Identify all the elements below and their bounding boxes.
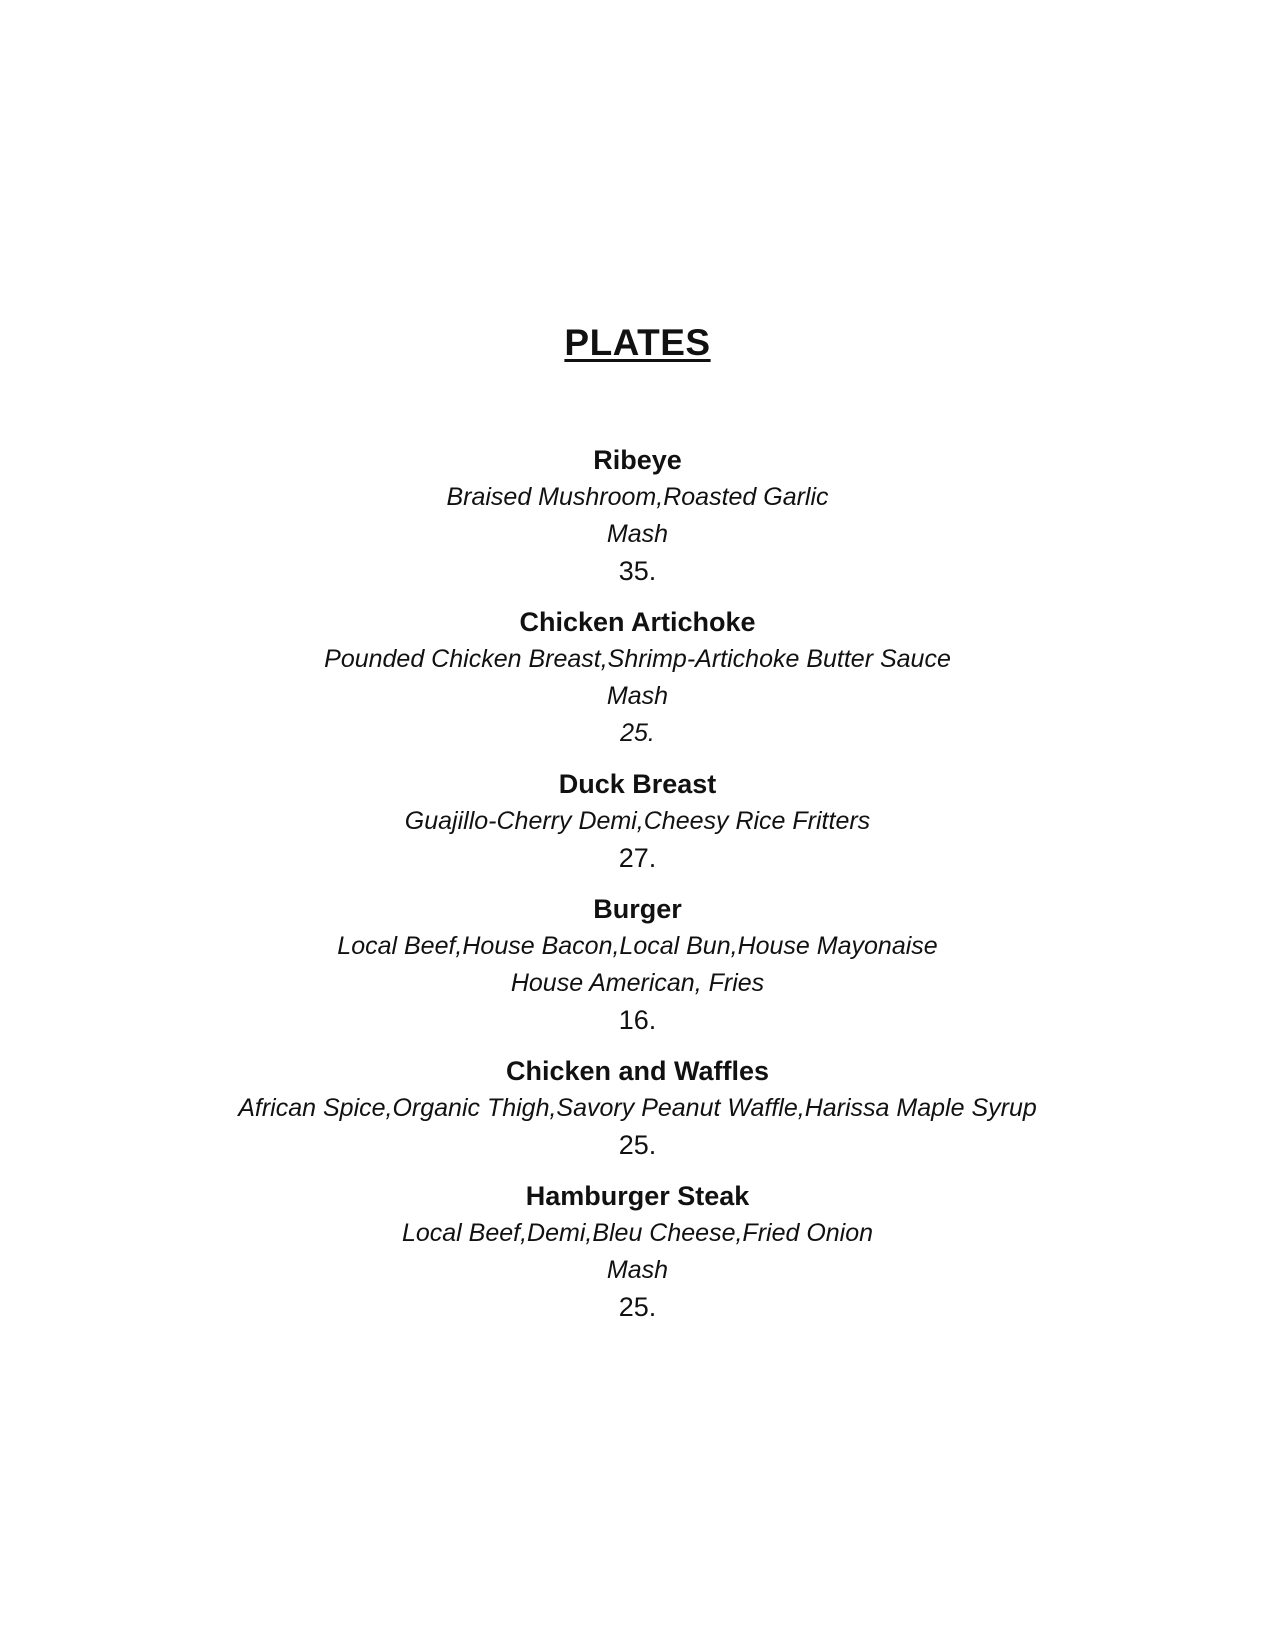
item-description: Local Beef,House Bacon,Local Bun,House Mayonaise — [337, 932, 938, 960]
item-price: 27. — [618, 843, 657, 873]
item-description: African Spice,Organic Thigh,Savory Peanut Waffle,Harissa Maple Syrup — [238, 1094, 1037, 1122]
menu-item-hamburger-steak — [0, 1178, 1275, 1326]
item-description: Braised Mushroom,Roasted Garlic — [446, 483, 829, 511]
page-title: PLATES — [564, 322, 711, 363]
item-side: House American, Fries — [510, 969, 765, 997]
menu-item-chicken-and-waffles — [0, 1053, 1275, 1164]
item-description: Guajillo-Cherry Demi,Cheesy Rice Fritters — [404, 807, 871, 835]
item-side: Mash — [606, 520, 669, 548]
menu-item-chicken-artichoke — [0, 604, 1275, 752]
item-price: 35. — [618, 556, 657, 586]
menu-list — [0, 442, 1275, 1340]
item-description: Pounded Chicken Breast,Shrimp-Artichoke Butter Sauce — [324, 645, 951, 673]
item-name: Hamburger Steak — [525, 1181, 750, 1211]
menu-item-duck-breast — [0, 766, 1275, 877]
item-name: Ribeye — [593, 445, 682, 475]
item-description: Local Beef,Demi,Bleu Cheese,Fried Onion — [401, 1219, 874, 1247]
menu-item-burger — [0, 891, 1275, 1039]
item-price: 25. — [618, 1130, 657, 1160]
item-price: 16. — [618, 1005, 657, 1035]
item-side: Mash — [606, 1256, 669, 1284]
item-name: Chicken and Waffles — [505, 1056, 770, 1086]
item-side: Mash — [606, 682, 669, 710]
item-price: 25. — [618, 1292, 657, 1322]
item-name: Burger — [593, 894, 682, 924]
item-name: Duck Breast — [558, 769, 717, 799]
item-price: 25. — [620, 719, 655, 747]
menu-item-ribeye — [0, 442, 1275, 590]
item-name: Chicken Artichoke — [519, 607, 756, 637]
